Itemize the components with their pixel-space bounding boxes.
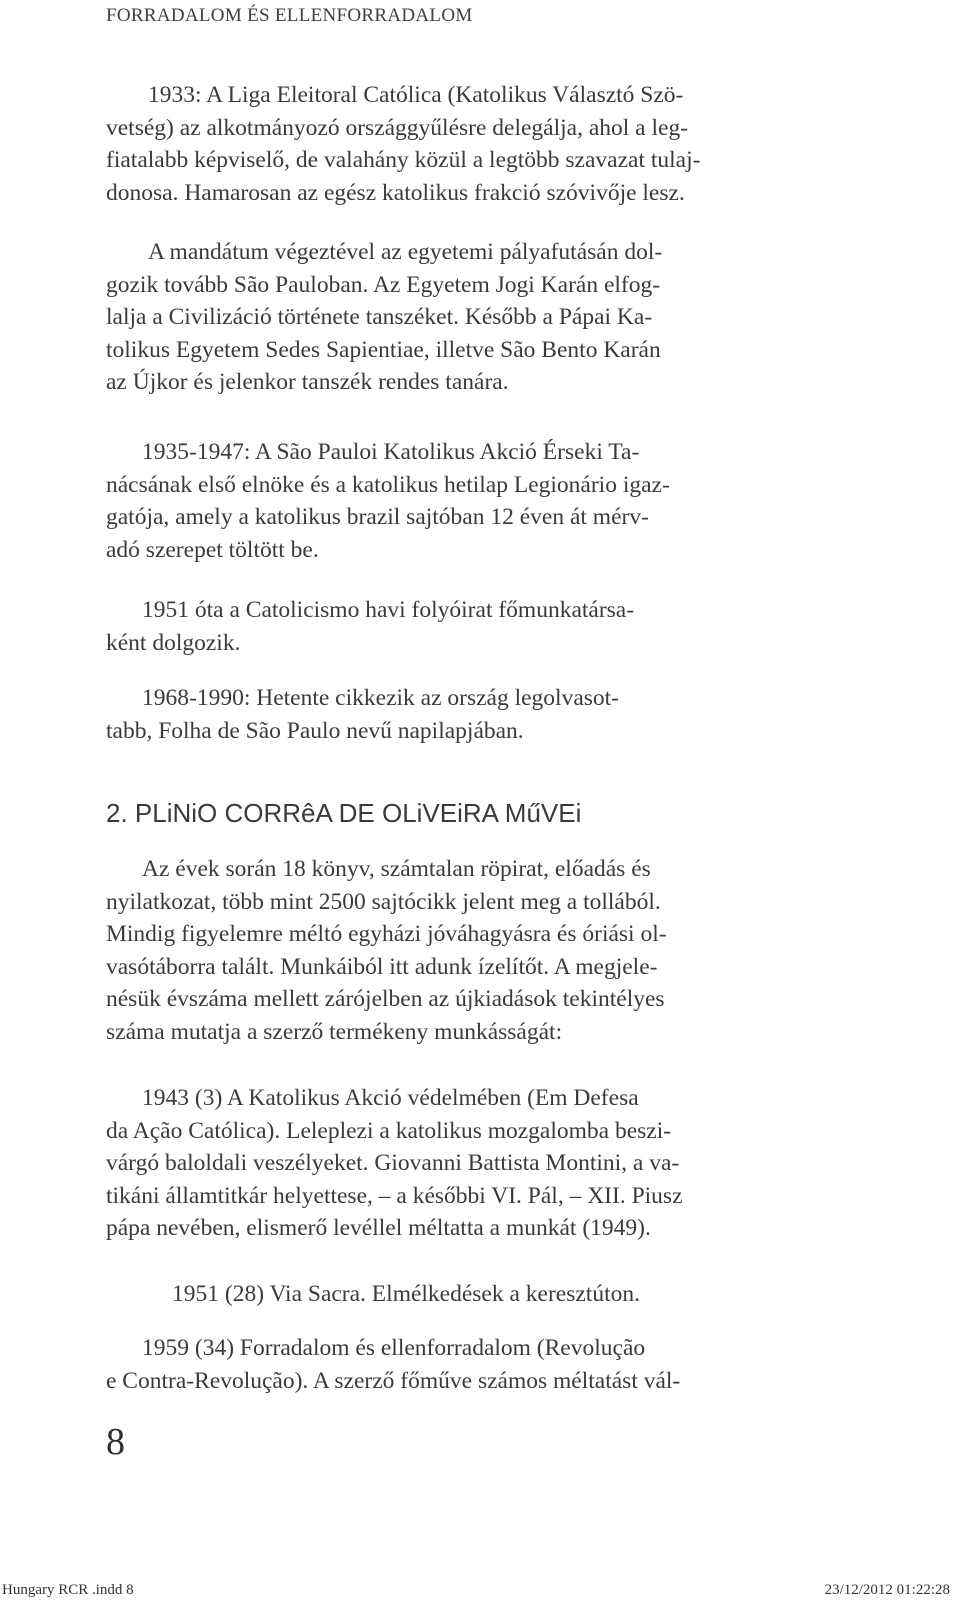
slug-timestamp: 23/12/2012 01:22:28	[824, 1582, 950, 1598]
text-line: vetség) az alkotmányozó országgyűlésre delegálja, ahol a leg-	[106, 114, 689, 141]
text-line: 1959 (34) Forradalom és ellenforradalom (Revolução	[142, 1335, 646, 1361]
paragraph-1951-catolicismo	[106, 594, 786, 659]
text-line: pápa nevében, elismerő levéllel méltatta a munkát (1949).	[106, 1215, 651, 1241]
text-line: 1943 (3) A Katolikus Akció védelmében (Em Defesa	[142, 1085, 639, 1111]
text-line: donosa. Hamarosan az egész katolikus frakció szóvivője lesz.	[106, 179, 685, 206]
paragraph-1933	[106, 79, 786, 209]
page-number: 8	[106, 1421, 125, 1463]
text-line: gatója, amely a katolikus brazil sajtóban 12 éven át mérv-	[106, 504, 649, 530]
text-line: az Újkor és jelenkor tanszék rendes tanára.	[106, 369, 509, 395]
text-line: fiatalabb képviselő, de valahány közül a legtöbb szavazat tulaj-	[106, 147, 701, 173]
text-line: vasótáborra talált. Munkáiból itt adunk ízelítőt. A megjele-	[106, 953, 658, 980]
text-line: várgó baloldali veszélyeket. Giovanni Battista Montini, a va-	[106, 1150, 680, 1176]
text-line: nácsának első elnöke és a katolikus hetilap Legionário igaz-	[106, 471, 670, 498]
text-line: A mandátum végeztével az egyetemi pályafutásán dol-	[148, 239, 663, 265]
text-line: 1951 óta a Catolicismo havi folyóirat főmunkatársa-	[142, 597, 635, 623]
text-line: gozik tovább São Pauloban. Az Egyetem Jogi Karán elfog-	[106, 271, 661, 298]
text-line: 1935-1947: A São Pauloi Katolikus Akció Érseki Ta-	[142, 439, 640, 465]
paragraph-1968-1990	[106, 682, 786, 747]
text-line: 1951 (28) Via Sacra. Elmélkedések a keresztúton.	[172, 1281, 640, 1307]
text-line: ként dolgozik.	[106, 629, 241, 656]
paragraph-1943	[106, 1082, 786, 1245]
section-heading: 2. PLiNiO CORRêA DE OLiVEiRA MűVEi	[106, 798, 582, 828]
text-line: Mindig figyelemre méltó egyházi jóváhagyásra és óriási ol-	[106, 921, 667, 947]
paragraph-1951-via-sacra	[106, 1278, 786, 1311]
text-line: nyilatkozat, több mint 2500 sajtócikk jelent meg a tollából.	[106, 888, 661, 915]
text-line: tabb, Folha de São Paulo nevű napilapjában.	[106, 717, 524, 744]
text-line: száma mutatja a szerző termékeny munkásságát:	[106, 1018, 563, 1045]
text-line: adó szerepet töltött be.	[106, 536, 319, 563]
running-head: FORRADALOM ÉS ELLENFORRADALOM	[106, 5, 473, 26]
slug-filename: Hungary RCR .indd 8	[2, 1582, 134, 1598]
text-line: 1933: A Liga Eleitoral Católica (Katolikus Választó Szö-	[148, 82, 684, 108]
text-line: da Ação Católica). Leleplezi a katolikus mozgalomba beszi-	[106, 1117, 672, 1144]
paragraph-1959	[106, 1332, 786, 1397]
text-line: e Contra-Revolução). A szerző főműve számos méltatást vál-	[106, 1367, 681, 1394]
text-line: nésük évszáma mellett zárójelben az újkiadások tekintélyes	[106, 986, 665, 1012]
text-line: tikáni államtitkár helyettese, – a későbbi VI. Pál, – XII. Piusz	[106, 1182, 683, 1209]
text-line: 1968-1990: Hetente cikkezik az ország legolvasot-	[142, 685, 620, 711]
text-line: Az évek során 18 könyv, számtalan röpirat, előadás és	[142, 856, 651, 882]
paragraph-mandate	[106, 236, 786, 399]
paragraph-works-intro	[106, 853, 786, 1048]
text-line: tolikus Egyetem Sedes Sapientiae, illetve São Bento Karán	[106, 336, 661, 363]
text-line: lalja a Civilizáció története tanszéket. Később a Pápai Ka-	[106, 304, 653, 330]
paragraph-1935-1947	[106, 436, 786, 566]
